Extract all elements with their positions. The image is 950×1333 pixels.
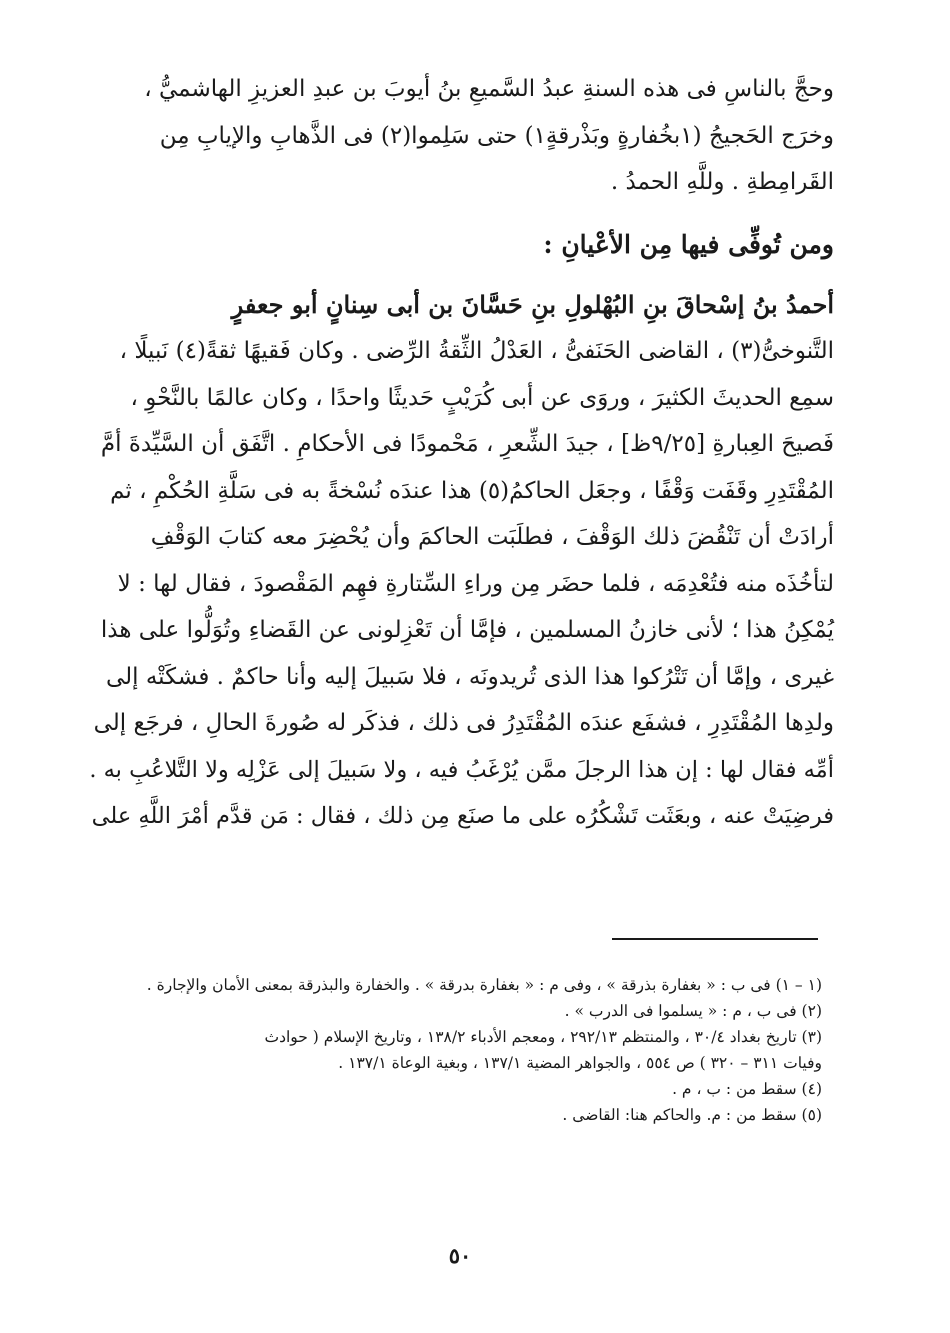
text-line: فرضِيَتْ عنه ، وبعَثَت تَشْكُرُه على ما صنَع مِن ذلك ، فقال : مَن قدَّم أمْرَ اللَّهِ على bbox=[91, 803, 834, 829]
text-line: غيرى ، وإمَّا أن تَتْرُكوا هذا الذى تُريدونَه ، فلا سَبيلَ إليه وأنا حاكمٌ . فشكَتْه إلى bbox=[105, 663, 834, 690]
text-line: وخرَج الحَجيجُ (١بخُفارةٍ وبَذْرقةٍ١) حتى سَلِموا(٢) فى الذَّهابِ والإيابِ مِن bbox=[159, 122, 834, 149]
text-line: القَرامِطةِ . وللَّهِ الحمدُ . bbox=[610, 169, 834, 195]
biography-entry bbox=[86, 282, 834, 840]
text-line: يُمْكِنُ هذا ؛ لأنى خازنُ المسلمين ، فإمَّا أن تَعْزِلونى عن القَضاءِ وتُوَلُّوا على هذا bbox=[100, 617, 834, 643]
intro-paragraph bbox=[86, 66, 834, 206]
entry-name-line: أحمدُ بنُ إسْحاقَ بنِ البُهْلولِ بنِ حَسَّانَ بن أبى سِنانٍ أبو جعفرٍ bbox=[231, 289, 834, 319]
footnote: (١ – ١) فى ب : « بغفارة بذرقة » ، وفى م : « بغفارة بدرقة » . والخفارة والبذرقة بمعنى الأمان والإجارة . bbox=[146, 976, 822, 994]
book-page bbox=[86, 66, 834, 1306]
footnotes bbox=[98, 972, 822, 1128]
text-line: سمِع الحديثَ الكثيرَ ، وروَى عن أبى كُرَيْبٍ حَديثًا واحدًا ، وكان عالمًا بالنَّحْوِ ، bbox=[130, 384, 834, 411]
text-line: ولدِها المُقْتَدِرِ ، فشفَع عندَه المُقْتَدِرُ فى ذلك ، فذكَر له صُورةَ الحالِ ، فرجَع إلى bbox=[93, 710, 834, 736]
footnote: (٣) تاريخ بغداد ٣٠/٤ ، والمنتظم ٢٩٢/١٣ ، ومعجم الأدباء ١٣٨/٢ ، وتاريخ الإسلام ( حوادث bbox=[264, 1028, 822, 1046]
section-heading: ومن تُوفِّى فيها مِن الأعْيانِ : bbox=[543, 229, 834, 259]
text-line: التَّنوخىُّ(٣) ، القاضى الحَنَفىُّ ، العَدْلُ الثِّقةُ الرِّضى . وكان فَقيهًا ثقةً(٤) نَبيلًا ، bbox=[119, 338, 834, 364]
text-line: فَصيحَ العِبارةِ [٩/٢٥ظ] ، جيدَ الشِّعرِ ، مَحْمودًا فى الأحكامِ . اتَّفَق أن السَّيِّدةَ أمَّ bbox=[100, 431, 834, 457]
footnote: (٤) سقط من : ب ، م . bbox=[672, 1080, 822, 1098]
text-line: لتأخُذَه منه فتُعْدِمَه ، فلما حضَر مِن وراءِ السِّتارةِ فهِم المَقْصودَ ، فقال لها : لا bbox=[117, 570, 834, 597]
footnote-continuation: وفيات ٣١١ – ٣٢٠ ) ص ٥٥٤ ، والجواهر المضية ١٣٧/١ ، وبغية الوعاة ١٣٧/١ . bbox=[338, 1054, 822, 1072]
text-line: أمِّه فقال لها : إن هذا الرجلَ ممَّن يُرْغَبُ فيه ، ولا سَبيلَ إلى عَزْلِه ولا التَّلاعُبِ به . bbox=[89, 756, 834, 783]
footnote-separator bbox=[612, 938, 818, 940]
text-line: المُقْتَدِرِ وقَفَت وَقْفًا ، وجعَل الحاكمُ(٥) هذا عندَه نُسْخةً به فى سَلَّةِ الحُكْمِ ، ثم bbox=[110, 477, 834, 504]
page-number: ٥٠ bbox=[448, 1243, 472, 1268]
footnote: (٥) سقط من : م. والحاكم هنا: القاضى . bbox=[562, 1106, 822, 1124]
text-line: أرادَتْ أن تَنْقُضَ ذلك الوَقْفَ ، فطلَبَت الحاكمَ وأن يُحْضِرَ معه كتابَ الوَقْفِ bbox=[150, 524, 834, 550]
text-line: وحجَّ بالناسِ فى هذه السنةِ عبدُ السَّميعِ بنُ أيوبَ بن عبدِ العزيزِ الهاشميُّ ، bbox=[144, 76, 834, 102]
footnote: (٢) فى ب ، م : « يسلموا فى الدرب » . bbox=[564, 1002, 822, 1020]
